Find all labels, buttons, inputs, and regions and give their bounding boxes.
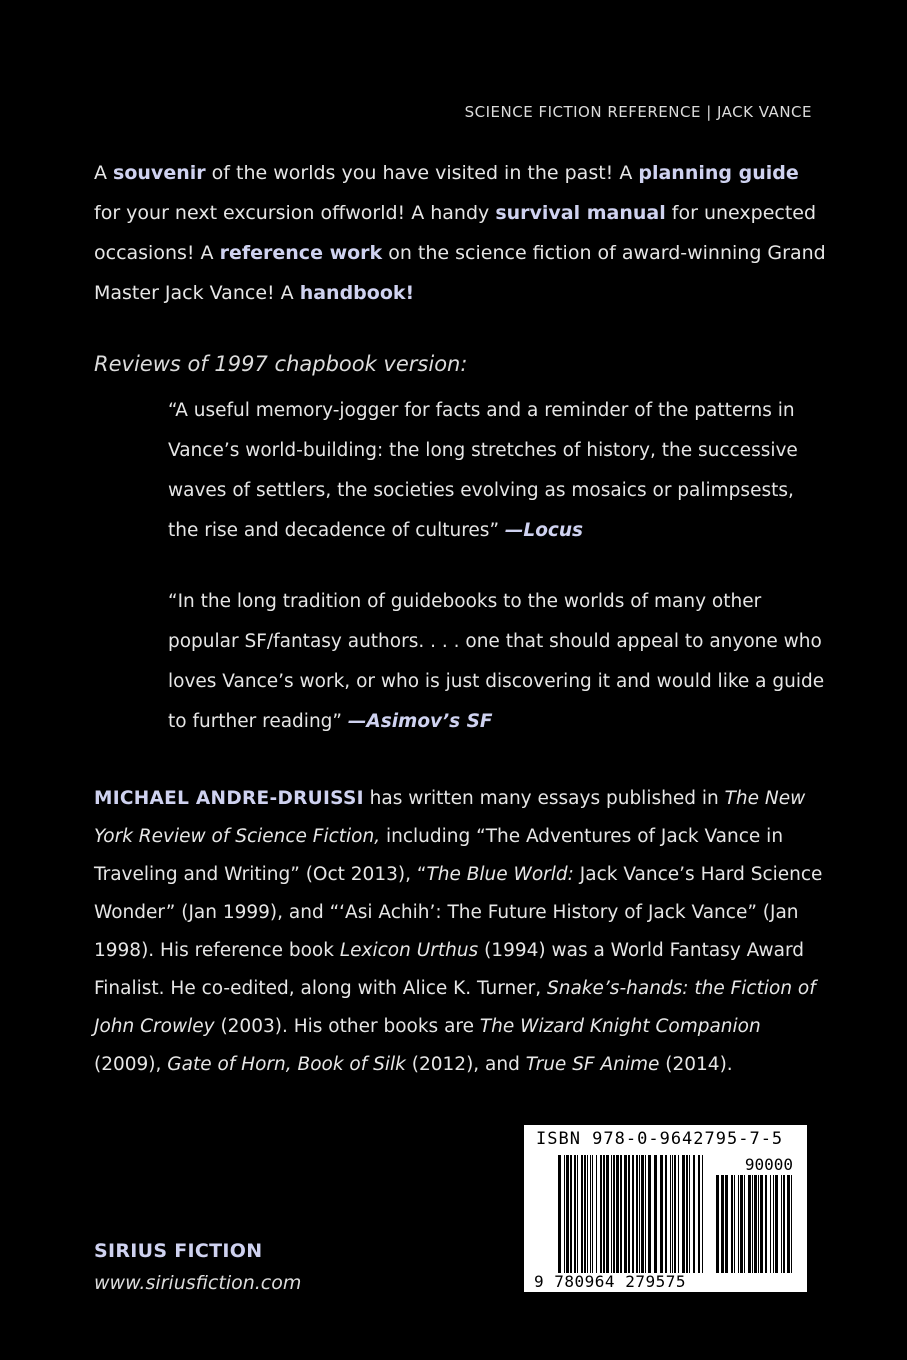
bio-title: The Wizard Knight Companion bbox=[479, 1016, 761, 1037]
barcode-bar bbox=[770, 1175, 771, 1273]
barcode-bar bbox=[648, 1155, 651, 1273]
barcode-bar bbox=[611, 1155, 612, 1273]
barcode-bar bbox=[584, 1155, 586, 1273]
barcode-bar bbox=[590, 1155, 591, 1273]
barcode-bar bbox=[577, 1155, 578, 1273]
blurb-text: of the worlds you have visited in the past! A bbox=[205, 162, 639, 184]
barcode-bar bbox=[775, 1175, 778, 1273]
barcode-bar bbox=[721, 1175, 724, 1273]
barcode-bar bbox=[783, 1175, 785, 1273]
review-quote-locus bbox=[168, 391, 828, 551]
barcode-bar bbox=[564, 1155, 565, 1273]
barcode-bar bbox=[748, 1175, 751, 1273]
barcode-bar bbox=[752, 1175, 753, 1273]
blurb-highlight-survival-manual: survival manual bbox=[495, 202, 666, 224]
barcode-digits: 9 780964 279575 bbox=[534, 1272, 686, 1291]
barcode-bar bbox=[606, 1155, 609, 1273]
barcode-bar bbox=[754, 1175, 757, 1273]
barcode-bars-icon bbox=[558, 1155, 706, 1273]
review-source: —Asimov’s SF bbox=[347, 711, 493, 732]
barcode-bar bbox=[639, 1155, 640, 1273]
blurb-text: on the science fiction of award-winning Grand Master Jack Vance! A bbox=[94, 242, 826, 304]
barcode-bar bbox=[641, 1155, 644, 1273]
barcode-bar bbox=[731, 1175, 733, 1273]
bio-text: (2003). His other books are bbox=[214, 1016, 480, 1037]
barcode-bar bbox=[773, 1175, 774, 1273]
barcode-bar bbox=[758, 1175, 759, 1273]
barcode-bar bbox=[654, 1155, 657, 1273]
review-quote-asimovs bbox=[168, 582, 828, 742]
barcode-bar bbox=[672, 1155, 673, 1273]
barcode-bar bbox=[624, 1155, 627, 1273]
barcode-bar bbox=[600, 1155, 602, 1273]
barcode-bar bbox=[678, 1155, 679, 1273]
barcode-bar bbox=[765, 1175, 767, 1273]
publisher-name: SIRIUS FICTION bbox=[94, 1240, 263, 1262]
barcode-bar bbox=[693, 1155, 695, 1273]
barcode-bar bbox=[587, 1155, 588, 1273]
bio-title: Gate of Horn, Book of Silk bbox=[167, 1054, 406, 1075]
bio-text: (1994) was a World Fantasy Award Finalist. He co-edited, along with Alice K. Turner, bbox=[94, 940, 805, 999]
blurb-text: for your next excursion offworld! A handy bbox=[94, 202, 496, 224]
barcode-bar bbox=[738, 1175, 739, 1273]
review-text: “A useful memory-jogger for facts and a reminder of the patterns in Vance’s world-building: the long stretches of history, the successive waves of settlers, the societies evolving as mosaics or palimpsests, the rise and decadence of cultures” bbox=[168, 400, 798, 541]
barcode-bar bbox=[689, 1155, 690, 1273]
bio-text: (2012), and bbox=[405, 1054, 526, 1075]
barcode-bar bbox=[787, 1175, 790, 1273]
category-label: SCIENCE FICTION REFERENCE | JACK VANCE bbox=[464, 103, 812, 121]
price-code: 90000 bbox=[744, 1155, 793, 1174]
barcode-bar bbox=[670, 1155, 671, 1273]
barcode-bar bbox=[596, 1155, 597, 1273]
barcode-bar bbox=[570, 1155, 572, 1273]
barcode-bar bbox=[592, 1155, 593, 1273]
barcode-bar bbox=[740, 1175, 743, 1273]
blurb-highlight-planning-guide: planning guide bbox=[638, 162, 799, 184]
barcode-bar bbox=[632, 1155, 634, 1273]
blurb-text: for unexpected occasions! A bbox=[94, 202, 817, 264]
barcode-bar bbox=[781, 1175, 782, 1273]
author-bio bbox=[94, 780, 829, 1084]
barcode-bar bbox=[628, 1155, 630, 1273]
barcode-bar bbox=[698, 1155, 700, 1273]
blurb-highlight-reference-work: reference work bbox=[219, 242, 383, 264]
blurb-text: A bbox=[94, 162, 114, 184]
barcode-bar bbox=[566, 1155, 569, 1273]
blurb-paragraph bbox=[94, 153, 829, 313]
barcode-bar bbox=[665, 1155, 667, 1273]
blurb-highlight-handbook: handbook! bbox=[299, 282, 415, 304]
barcode-bar bbox=[603, 1155, 605, 1273]
barcode-bar bbox=[645, 1155, 646, 1273]
barcode-bar bbox=[686, 1155, 688, 1273]
bio-title: Snake’s-hands: the Fiction of John Crowley bbox=[94, 978, 816, 1037]
barcode-bar bbox=[616, 1155, 619, 1273]
barcode-bar bbox=[558, 1155, 561, 1273]
barcode-bar bbox=[682, 1155, 685, 1273]
barcode-bar bbox=[760, 1175, 763, 1273]
barcode-bar bbox=[581, 1155, 583, 1273]
isbn-barcode bbox=[524, 1125, 807, 1292]
barcode-bar bbox=[636, 1155, 638, 1273]
barcode-bar bbox=[674, 1155, 676, 1273]
isbn-number: ISBN 978-0-9642795-7-5 bbox=[536, 1129, 784, 1149]
blurb-highlight-souvenir: souvenir bbox=[113, 162, 206, 184]
barcode-bar bbox=[702, 1155, 703, 1273]
bio-title: The Blue World: bbox=[426, 864, 574, 885]
bio-text: (2009), bbox=[94, 1054, 168, 1075]
barcode-bar bbox=[613, 1155, 615, 1273]
barcode-bar bbox=[660, 1155, 663, 1273]
author-name: MICHAEL ANDRE-DRUISSI bbox=[94, 788, 364, 809]
review-text: “In the long tradition of guidebooks to the worlds of many other popular SF/fantasy authors. . . . one that should appeal to anyone who loves Vance’s work, or who is just discovering it and would like a guide to further reading” bbox=[168, 591, 825, 732]
bio-text: Jack Vance’s Hard Science Wonder” (Jan 1999), and “‘Asi Achih’: The Future History of Jack Vance” (Jan 1998). His reference book bbox=[94, 864, 823, 961]
barcode-bar bbox=[791, 1175, 792, 1273]
bio-text: has written many essays published in bbox=[363, 788, 725, 809]
publisher-website: www.siriusfiction.com bbox=[94, 1272, 302, 1294]
barcode-bar bbox=[734, 1175, 735, 1273]
barcode-bar bbox=[620, 1155, 622, 1273]
barcode-bar bbox=[725, 1175, 728, 1273]
barcode-addon-bars-icon bbox=[716, 1175, 794, 1273]
review-source: —Locus bbox=[504, 520, 584, 541]
barcode-bar bbox=[574, 1155, 576, 1273]
bio-title: The New York Review of Science Fiction, bbox=[94, 788, 806, 847]
barcode-bar bbox=[716, 1175, 719, 1273]
barcode-bar bbox=[744, 1175, 745, 1273]
reviews-heading: Reviews of 1997 chapbook version: bbox=[94, 352, 468, 376]
bio-text: (2014). bbox=[659, 1054, 733, 1075]
bio-text: including “The Adventures of Jack Vance in Traveling and Writing” (Oct 2013), “ bbox=[94, 826, 784, 885]
bio-title: Lexicon Urthus bbox=[339, 940, 479, 961]
bio-title: True SF Anime bbox=[525, 1054, 660, 1075]
